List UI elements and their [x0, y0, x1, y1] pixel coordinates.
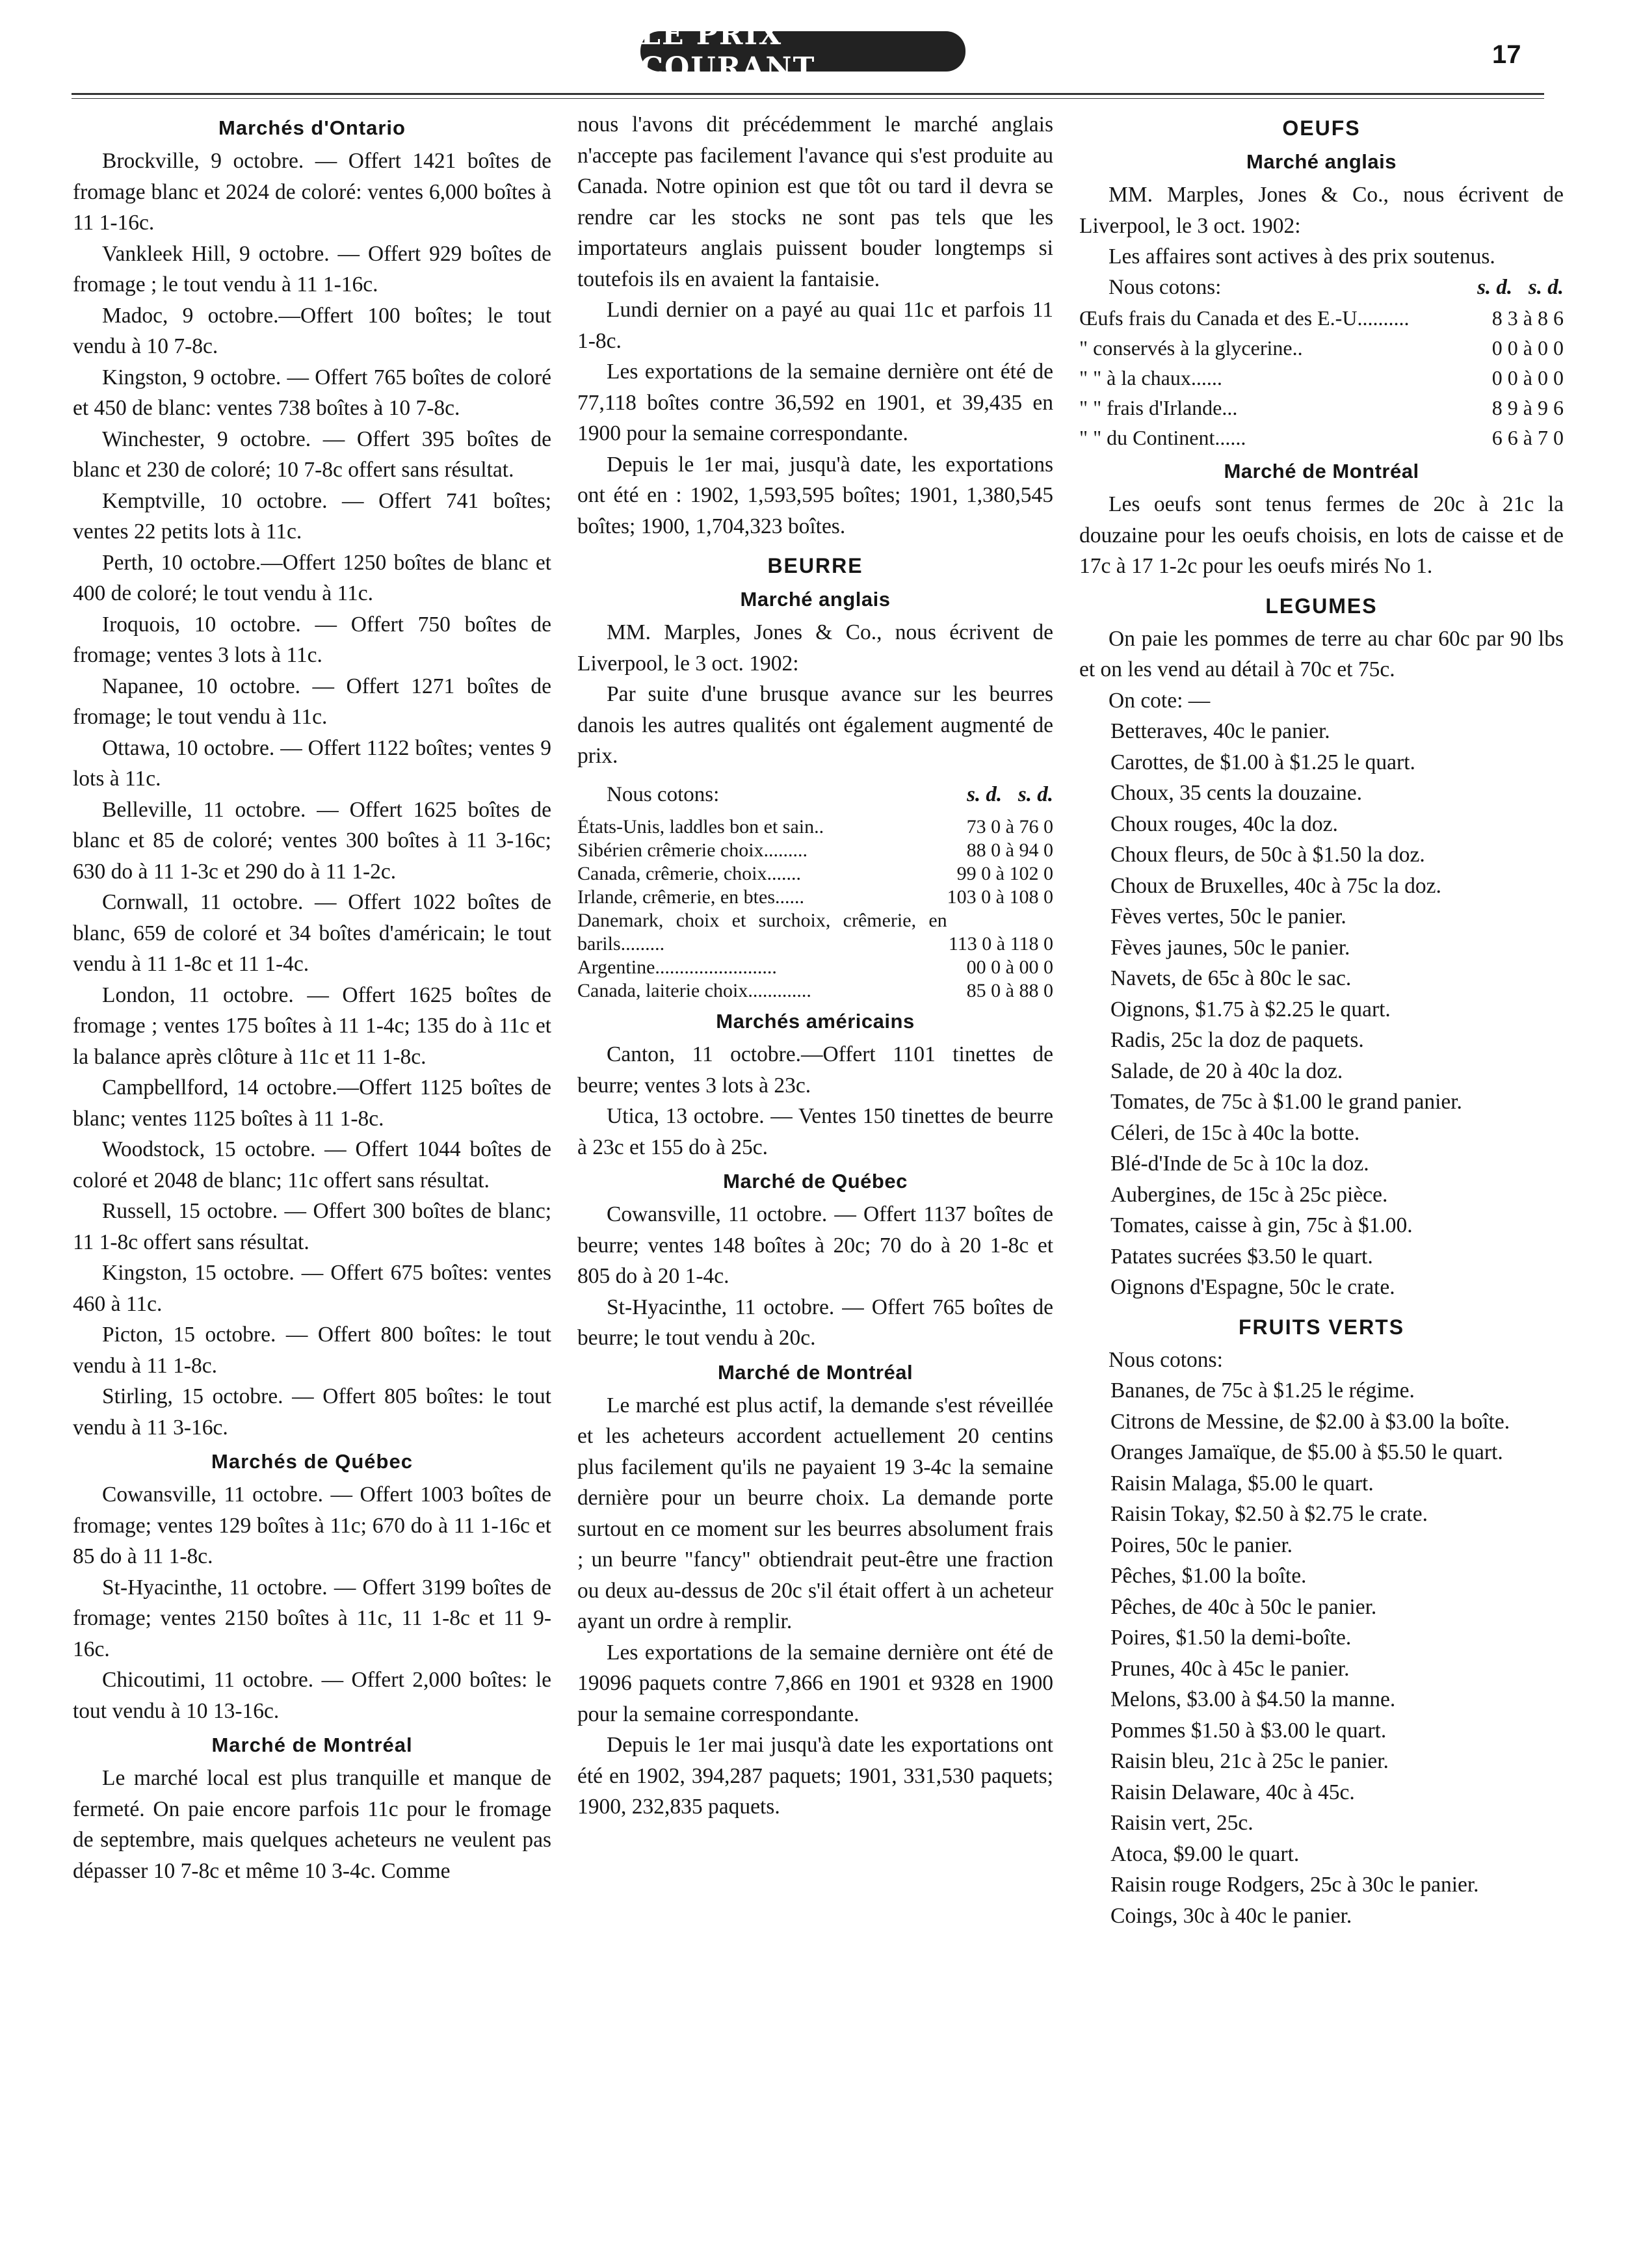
table-row — [577, 815, 1053, 839]
table-row — [577, 979, 1053, 1003]
paragraph: On cote: — — [1109, 688, 1211, 713]
market-report: Brockville, 9 octobre. — Offert 1421 boîtes de fromage blanc et 2024 de coloré: ventes 6,000 boîtes à 11 1-16c. — [73, 149, 551, 235]
market-report: London, 11 octobre. — Offert 1625 boîtes de fromage ; ventes 175 boîtes à 11 1-4c; 135 do à 11c et la balance après clôture à 11c et 11 1-8c. — [73, 982, 551, 1069]
market-report: Perth, 10 octobre.—Offert 1250 boîtes de blanc et 400 de coloré; le tout vendu à 11c. — [73, 550, 551, 605]
product-name: " " du Continent...... — [1079, 426, 1246, 449]
list-item: Céleri, de 15c à 40c la botte. — [1110, 1120, 1360, 1145]
table-row — [1079, 423, 1564, 453]
list-item: Carottes, de $1.00 à $1.25 le quart. — [1110, 750, 1415, 774]
product-name: " " frais d'Irlande... — [1079, 396, 1238, 419]
table-row — [577, 862, 1053, 886]
market-report: Picton, 15 octobre. — Offert 800 boîtes: le tout vendu à 11 1-8c. — [73, 1323, 551, 1378]
price: 8 9 à 9 6 — [1491, 396, 1564, 419]
unit-label: s. d. — [1528, 275, 1564, 299]
masthead-logo — [640, 18, 965, 85]
paragraph: Lundi dernier on a payé au quai 11c et parfois 11 1-8c. — [577, 298, 1053, 353]
paragraph: nous l'avons dit précédemment le marché anglais n'accepte pas facilement l'avance qui s'est produite au Canada. Notre opinion est que tôt ou tard il devra se rendre car les stocks ne sont pas tels que les importateurs anglais puissent bouder longtemps si toutefois ils en avaient la fantaisie. — [577, 112, 1053, 291]
market-report: Utica, 13 octobre. — Ventes 150 tinettes de beurre à 23c et 155 do à 25c. — [577, 1104, 1053, 1159]
subsection-heading: Marchés américains — [716, 1010, 915, 1033]
product-name: Œufs frais du Canada et des E.-U.......... — [1079, 306, 1410, 330]
section-heading: Marchés d'Ontario — [218, 116, 406, 139]
table-row — [577, 839, 1053, 862]
paragraph: MM. Marples, Jones & Co., nous écrivent de Liverpool, le 3 oct. 1902: — [577, 620, 1053, 676]
list-item: Choux de Bruxelles, 40c à 75c la doz. — [1110, 873, 1441, 898]
market-report: Iroquois, 10 octobre. — Offert 750 boîtes de fromage; ventes 3 lots à 11c. — [73, 612, 551, 667]
unit-label: s. d. — [1017, 782, 1053, 806]
section-heading: BEURRE — [767, 554, 863, 577]
list-item: Pêches, de 40c à 50c le panier. — [1110, 1594, 1377, 1619]
product-name: Sibérien crêmerie choix......... — [577, 839, 808, 861]
table-row — [577, 909, 1053, 956]
market-report: Cowansville, 11 octobre. — Offert 1137 boîtes de beurre; ventes 148 boîtes à 20c; 70 do à 20 1-8c et 805 do à 20 1-4c. — [577, 1202, 1053, 1288]
list-item: Fèves jaunes, 50c le panier. — [1110, 935, 1350, 960]
list-item: Raisin Delaware, 40c à 45c. — [1110, 1780, 1355, 1804]
subsection-heading: Marché de Montréal — [717, 1360, 913, 1384]
cotons-label: Nous cotons: — [607, 782, 720, 806]
price: 73 0 à 76 0 — [966, 816, 1053, 837]
list-item: Pêches, $1.00 la boîte. — [1110, 1564, 1307, 1588]
subsection-heading: Marché anglais — [740, 588, 891, 611]
subsection-heading: Marché de Québec — [723, 1170, 908, 1193]
price-table-header — [1079, 272, 1564, 304]
list-item: Oignons, $1.75 à $2.25 le quart. — [1110, 997, 1391, 1022]
market-report: Cowansville, 11 octobre. — Offert 1003 boîtes de fromage; ventes 129 boîtes à 11c; 670 do à 11 1-16c et 85 do à 11 1-8c. — [73, 1483, 551, 1568]
list-item: Fèves vertes, 50c le panier. — [1110, 904, 1346, 929]
product-name: Argentine......................... — [577, 956, 777, 978]
paragraph: On paie les pommes de terre au char 60c par 90 lbs et on les vend au détail à 70c et 75c. — [1079, 626, 1564, 681]
list-item: Prunes, 40c à 45c le panier. — [1110, 1656, 1350, 1681]
table-row — [577, 956, 1053, 979]
table-row — [577, 886, 1053, 909]
paragraph: Depuis le 1er mai, jusqu'à date, les exportations ont été en : 1902, 1,593,595 boîtes; 1901, 1,380,545 boîtes; 1900, 1,704,323 boîtes. — [577, 452, 1053, 538]
section-heading: Marchés de Québec — [211, 1450, 413, 1473]
market-report: Ottawa, 10 octobre. — Offert 1122 boîtes; ventes 9 lots à 11c. — [73, 735, 551, 791]
market-report: Canton, 11 octobre.—Offert 1101 tinettes de beurre; ventes 3 lots à 23c. — [577, 1042, 1053, 1098]
product-name: Danemark, choix et surchoix, crêmerie, en barils......... — [577, 910, 947, 955]
paragraph: Les exportations de la semaine dernière ont été de 19096 paquets contre 7,866 en 1901 et 9328 en 1900 pour la semaine correspondante. — [577, 1640, 1053, 1726]
market-report: Cornwall, 11 octobre. — Offert 1022 boîtes de blanc, 659 de coloré et 34 boîtes d'américain; le tout vendu à 11 1-8c et 11 1-4c. — [73, 890, 551, 976]
product-name: Canada, crêmerie, choix....... — [577, 863, 802, 884]
market-report: Campbellford, 14 octobre.—Offert 1125 boîtes de blanc; ventes 1125 boîtes à 11 1-8c. — [73, 1075, 551, 1131]
header-rule-bottom — [72, 98, 1544, 99]
market-report: Kemptville, 10 octobre. — Offert 741 boîtes; ventes 22 petits lots à 11c. — [73, 488, 551, 544]
paragraph: Le marché est plus actif, la demande s'est réveillée et les acheteurs accordent actuellement 20 centins plus facilement qu'ils ne payaient 19 3-4c la semaine dernière pour un beurre choix. La demande porte surtout en ce moment sur les beurres absolument frais ; un beurre "fancy" obtiendrait peut-être une fraction ou deux au-dessus de 20c s'il était offert à un acheteur ayant un ordre à remplir. — [577, 1393, 1053, 1633]
list-item: Raisin vert, 25c. — [1110, 1811, 1254, 1835]
market-report: Belleville, 11 octobre. — Offert 1625 boîtes de blanc et 85 de coloré; ventes 300 boîtes à 11 3-16c; 630 do à 11 1-3c et 290 do à 11 1-2c. — [73, 797, 551, 884]
list-item: Choux fleurs, de 50c à $1.50 la doz. — [1110, 843, 1425, 867]
market-report: St-Hyacinthe, 11 octobre. — Offert 3199 boîtes de fromage; ventes 2150 boîtes à 11c, 11 1-8c et 11 9-16c. — [73, 1575, 551, 1661]
market-report: Stirling, 15 octobre. — Offert 805 boîtes: le tout vendu à 11 3-16c. — [73, 1384, 551, 1440]
market-report: Winchester, 9 octobre. — Offert 395 boîtes de blanc et 230 de coloré; 10 7-8c offert sans résultat. — [73, 427, 551, 482]
price: 0 0 à 0 0 — [1491, 336, 1564, 360]
page-number: 17 — [1492, 40, 1521, 69]
list-item: Coings, 30c à 40c le panier. — [1110, 1903, 1352, 1928]
header-rule-top — [72, 93, 1544, 95]
section-heading: LEGUMES — [1265, 594, 1378, 618]
list-item: Pommes $1.50 à $3.00 le quart. — [1110, 1718, 1387, 1743]
paragraph: Nous cotons: — [1109, 1347, 1223, 1372]
list-item: Choux, 35 cents la douzaine. — [1110, 781, 1363, 805]
market-report: Chicoutimi, 11 octobre. — Offert 2,000 boîtes: le tout vendu à 10 13-16c. — [73, 1668, 551, 1723]
section-heading: FRUITS VERTS — [1238, 1315, 1405, 1339]
column-2 — [577, 109, 1053, 1823]
list-item: Radis, 25c la doz de paquets. — [1110, 1028, 1364, 1052]
market-report: Vankleek Hill, 9 octobre. — Offert 929 boîtes de fromage ; le tout vendu à 11 1-16c. — [73, 241, 551, 297]
list-item: Atoca, $9.00 le quart. — [1110, 1841, 1300, 1866]
paragraph: Les affaires sont actives à des prix soutenus. — [1109, 244, 1495, 269]
list-item: Citrons de Messine, de $2.00 à $3.00 la boîte. — [1110, 1409, 1510, 1434]
section-heading: Marché de Montréal — [211, 1734, 413, 1756]
paragraph: Depuis le 1er mai jusqu'à date les exportations ont été en 1902, 394,287 paquets; 1901, 331,530 paquets; 1900, 232,835 paquets. — [577, 1733, 1053, 1819]
table-row — [1079, 333, 1564, 363]
list-item: Raisin Tokay, $2.50 à $2.75 le crate. — [1110, 1502, 1428, 1526]
paragraph: Par suite d'une brusque avance sur les beurres danois les autres qualités ont également augmenté de prix. — [577, 682, 1053, 768]
list-item: Tomates, caisse à gin, 75c à $1.00. — [1110, 1213, 1413, 1237]
product-name: " " à la chaux...... — [1079, 366, 1222, 389]
list-item: Raisin Malaga, $5.00 le quart. — [1110, 1471, 1374, 1496]
price: 88 0 à 94 0 — [966, 839, 1053, 861]
market-report: Madoc, 9 octobre.—Offert 100 boîtes; le tout vendu à 10 7-8c. — [73, 303, 551, 358]
price: 113 0 à 118 0 — [948, 933, 1053, 955]
cotons-label: Nous cotons: — [1109, 275, 1222, 299]
paragraph: Les exportations de la semaine dernière ont été de 77,118 boîtes contre 36,592 en 1901, et 39,435 en 1900 pour la semaine correspondante. — [577, 360, 1053, 445]
list-item: Tomates, de 75c à $1.00 le grand panier. — [1110, 1090, 1462, 1114]
fruit-price-list — [1079, 1375, 1564, 1931]
table-row — [1079, 303, 1564, 333]
list-item: Poires, 50c le panier. — [1110, 1533, 1293, 1557]
price: 99 0 à 102 0 — [956, 863, 1053, 884]
market-report: St-Hyacinthe, 11 octobre. — Offert 765 boîtes de beurre; le tout vendu à 20c. — [577, 1295, 1053, 1350]
list-item: Navets, de 65c à 80c le sac. — [1110, 966, 1352, 990]
market-report: Napanee, 10 octobre. — Offert 1271 boîtes de fromage; le tout vendu à 11c. — [73, 674, 551, 729]
market-report: Kingston, 9 octobre. — Offert 765 boîtes de coloré et 450 de blanc: ventes 738 boîtes à 10 7-8c. — [73, 365, 551, 420]
price: 8 3 à 8 6 — [1491, 306, 1564, 330]
subsection-heading: Marché de Montréal — [1224, 460, 1419, 482]
market-report: Kingston, 15 octobre. — Offert 675 boîtes: ventes 460 à 11c. — [73, 1261, 551, 1316]
masthead-title: LE PRIX COURANT — [640, 18, 816, 85]
paragraph: Le marché local est plus tranquille et manque de fermeté. On paie encore parfois 11c pour le fromage de septembre, mais quelques acheteurs ne veulent pas dépasser 10 7-8c et même 10 3-4c. Comme — [73, 1766, 551, 1883]
product-name: " conservés à la glycerine.. — [1079, 336, 1303, 360]
table-row — [1079, 393, 1564, 423]
list-item: Blé-d'Inde de 5c à 10c la doz. — [1110, 1152, 1369, 1176]
paragraph: MM. Marples, Jones & Co., nous écrivent de Liverpool, le 3 oct. 1902: — [1079, 183, 1564, 238]
market-report: Woodstock, 15 octobre. — Offert 1044 boîtes de coloré et 2048 de blanc; 11c offert sans résultat. — [73, 1137, 551, 1193]
section-heading: OEUFS — [1282, 116, 1361, 140]
paragraph: Les oeufs sont tenus fermes de 20c à 21c la douzaine pour les oeufs choisis, en lots de caisse et de 17c à 17 1-2c pour les oeufs mirés No 1. — [1079, 492, 1564, 578]
unit-label: s. d. — [967, 782, 1003, 806]
market-report: Russell, 15 octobre. — Offert 300 boîtes de blanc; 11 1-8c offert sans résultat. — [73, 1199, 551, 1254]
price-table-header — [577, 780, 1053, 811]
vegetable-price-list — [1079, 716, 1564, 1303]
column-1 — [73, 109, 551, 1886]
list-item: Bananes, de 75c à $1.25 le régime. — [1110, 1378, 1415, 1403]
product-name: Irlande, crêmerie, en btes...... — [577, 886, 804, 908]
list-item: Aubergines, de 15c à 25c pièce. — [1110, 1182, 1388, 1207]
list-item: Salade, de 20 à 40c la doz. — [1110, 1059, 1343, 1083]
price: 00 0 à 00 0 — [966, 956, 1053, 978]
list-item: Melons, $3.00 à $4.50 la manne. — [1110, 1687, 1396, 1711]
list-item: Oranges Jamaïque, de $5.00 à $5.50 le quart. — [1110, 1440, 1503, 1464]
list-item: Raisin rouge Rodgers, 25c à 30c le panier. — [1110, 1873, 1479, 1897]
column-3 — [1079, 109, 1564, 1931]
list-item: Patates sucrées $3.50 le quart. — [1110, 1244, 1373, 1269]
product-name: États-Unis, laddles bon et sain.. — [577, 816, 824, 837]
price: 0 0 à 0 0 — [1491, 366, 1564, 389]
list-item: Betteraves, 40c le panier. — [1110, 719, 1330, 743]
list-item: Oignons d'Espagne, 50c le crate. — [1110, 1275, 1395, 1299]
price: 85 0 à 88 0 — [966, 980, 1053, 1001]
price: 103 0 à 108 0 — [947, 886, 1053, 908]
butter-price-table — [577, 815, 1053, 1003]
list-item: Choux rouges, 40c la doz. — [1110, 811, 1338, 836]
list-item: Poires, $1.50 la demi-boîte. — [1110, 1626, 1352, 1650]
list-item: Raisin bleu, 21c à 25c le panier. — [1110, 1749, 1389, 1773]
price: 6 6 à 7 0 — [1491, 426, 1564, 449]
table-row — [1079, 363, 1564, 393]
product-name: Canada, laiterie choix............. — [577, 980, 811, 1001]
subsection-heading: Marché anglais — [1246, 150, 1397, 173]
unit-label: s. d. — [1477, 275, 1513, 299]
egg-price-table — [1079, 303, 1564, 453]
